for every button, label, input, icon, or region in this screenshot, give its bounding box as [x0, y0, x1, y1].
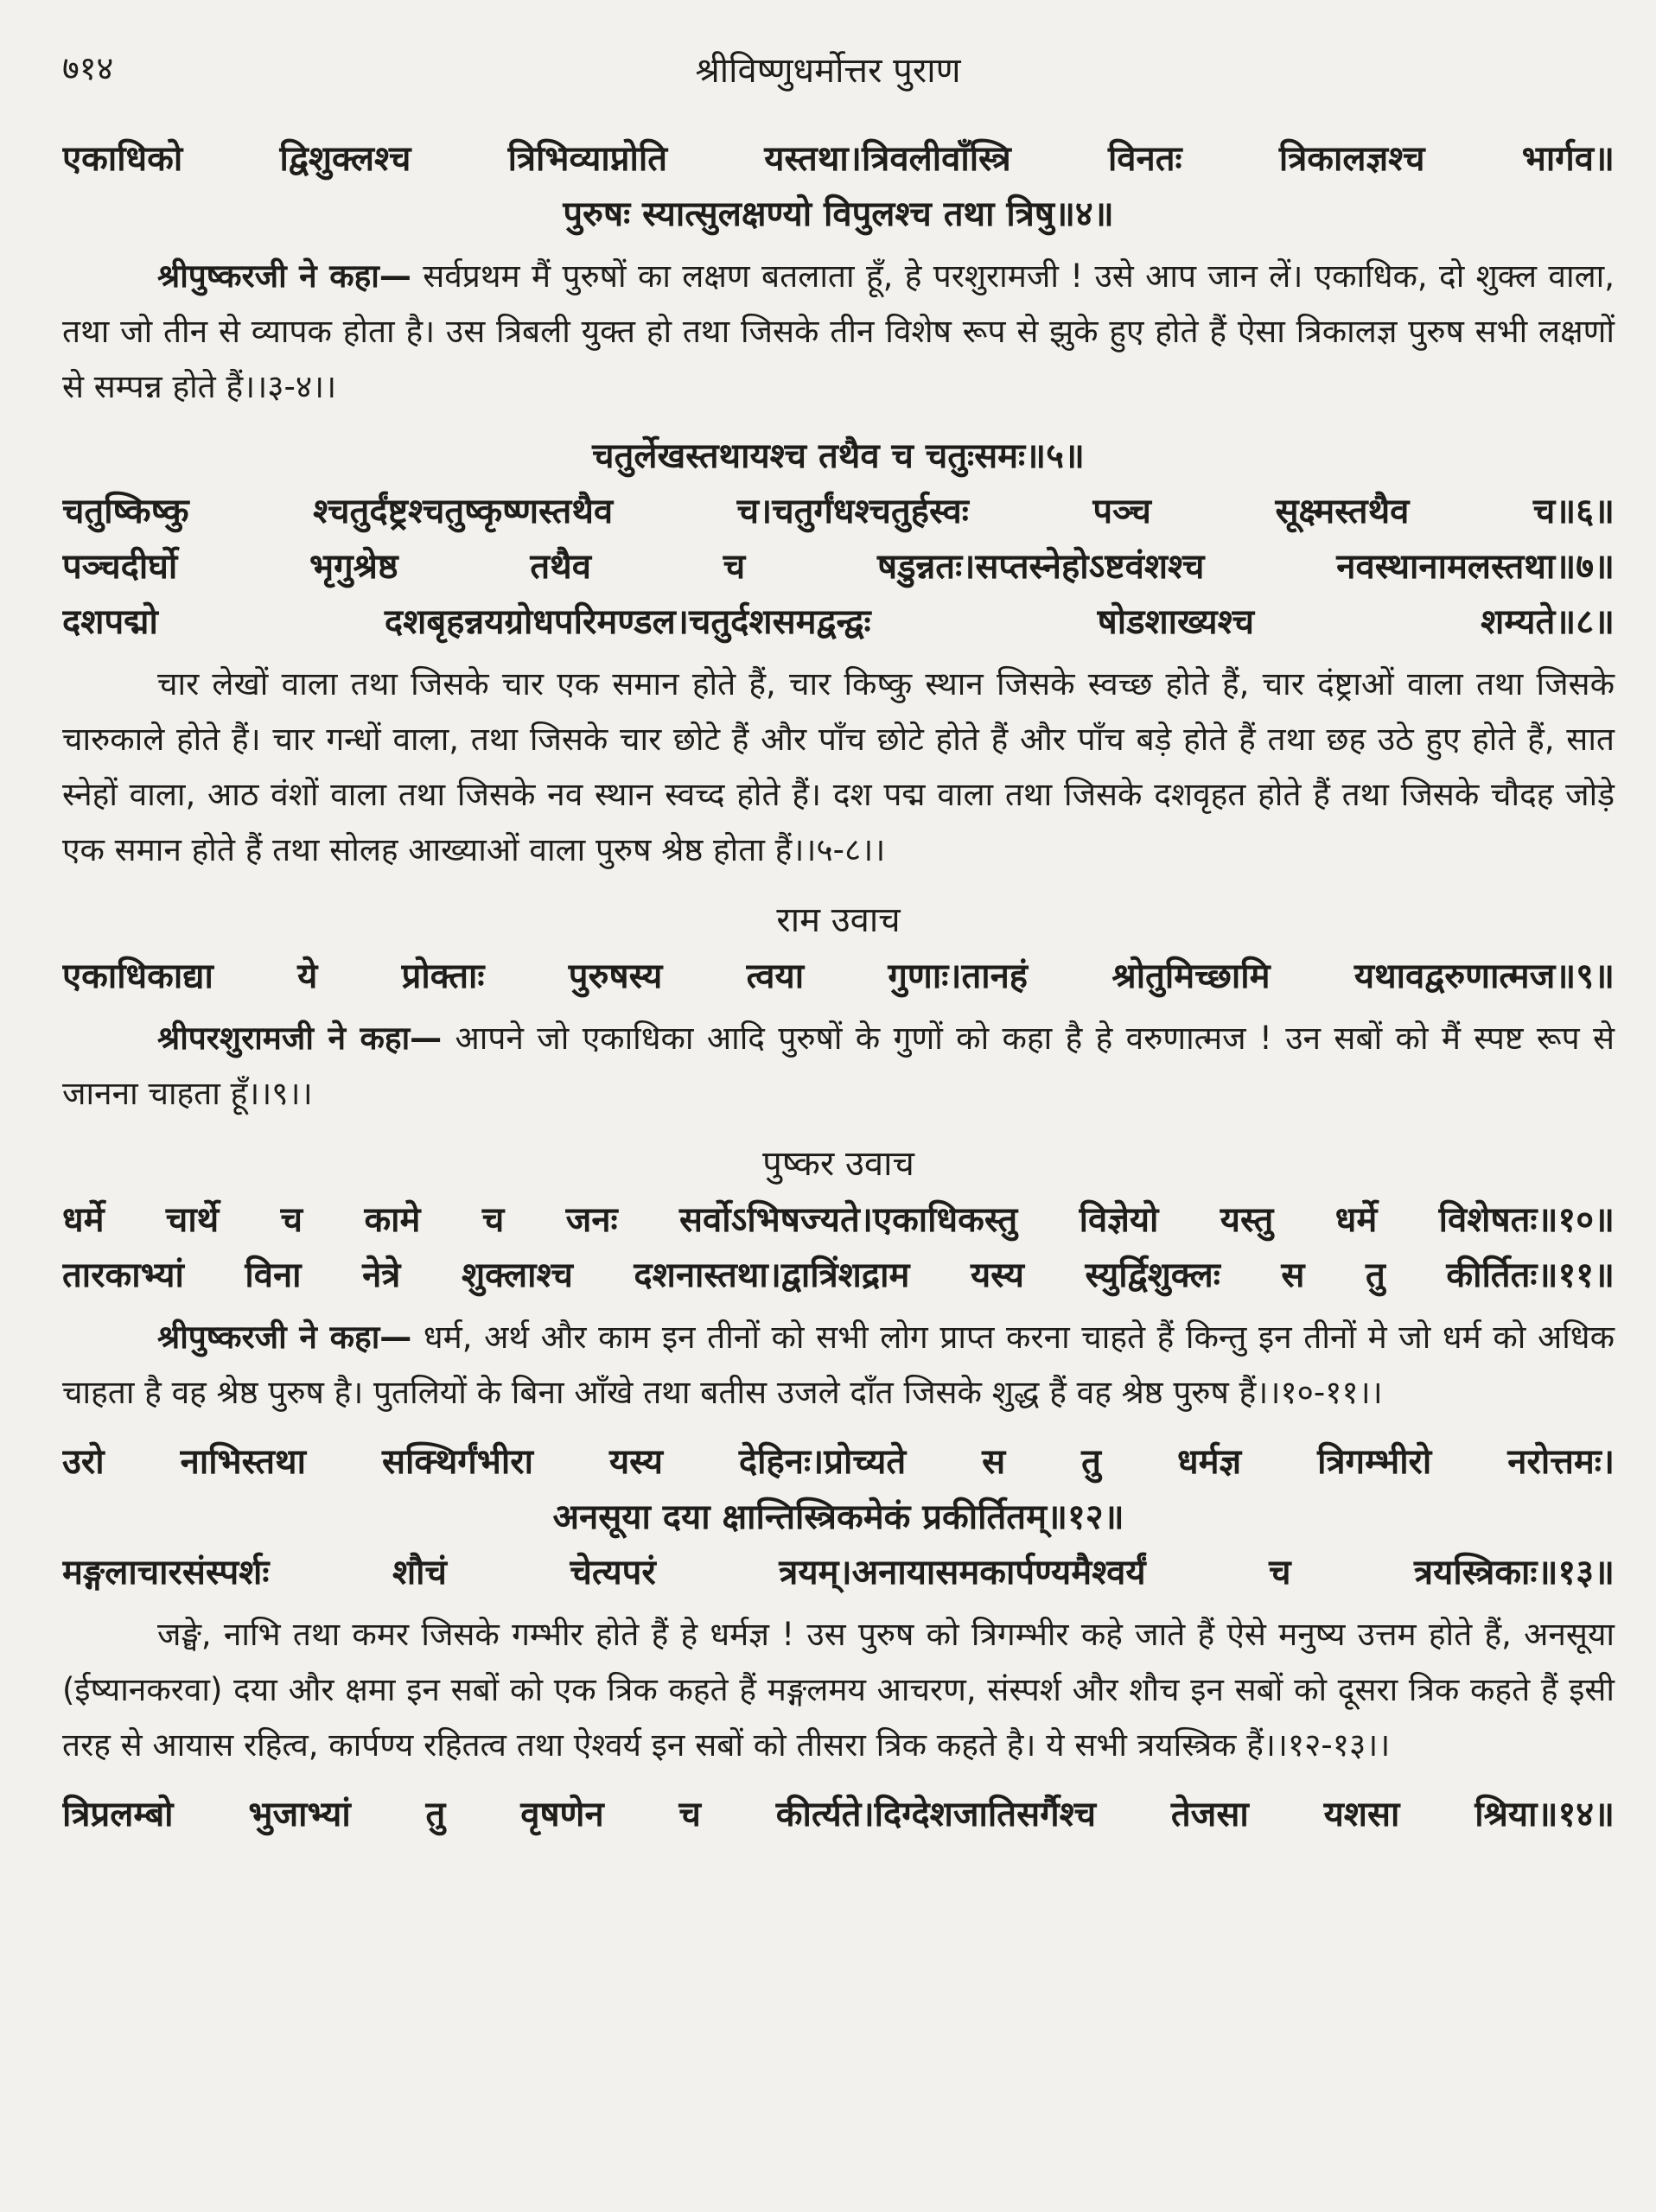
- verse-line: उरो नाभिस्तथा सक्थिर्गंभीरा यस्य देहिनः।प्रोच्यते स तु धर्मज्ञ त्रिगम्भीरो नरोत्तमः।: [62, 1442, 1615, 1482]
- translation-paragraph: [62, 1011, 1615, 1122]
- translation-text: आपने जो एकाधिका आदि पुरुषों के गुणों को कहा है हे वरुणात्मज ! उन सबों को मैं स्पष्ट रूप से जानना चाहता हूँ।।९।।: [62, 1020, 1615, 1112]
- speaker-heading: पुष्कर उवाच: [762, 1144, 914, 1184]
- verse-line: चतुर्लेखस्तथायश्च तथैव च चतुःसमः॥५॥: [592, 436, 1085, 476]
- verse-line: पञ्चदीर्घो भृगुश्रेष्ठ तथैव च षडुन्नतः।सप्तस्नेहोऽष्टवंशश्च नवस्थानामलस्तथा॥७॥: [62, 547, 1615, 587]
- translation-paragraph: [62, 1607, 1615, 1773]
- translation-text: सर्वप्रथम मैं पुरुषों का लक्षण बतलाता हूँ, हे परशुरामजी ! उसे आप जान लें। एकाधिक, दो शुक्ल वाला, तथा जो तीन से व्यापक होता है। उस त्रिबली युक्त हो तथा जिसके तीन विशेष रूप से झुके हुए होते हैं ऐसा त्रिकालज्ञ पुरुष सभी लक्षणों से सम्पन्न होते हैं।।३-४।।: [62, 257, 1615, 405]
- translation-speaker: श्रीपरशुरामजी ने कहा—: [157, 1020, 443, 1057]
- running-title: श्रीविष्णुधर्मोत्तर पुराण: [695, 51, 961, 91]
- translation-paragraph: [62, 249, 1615, 415]
- verse-line: त्रिप्रलम्बो भुजाभ्यां तु वृषणेन च कीर्त्यते।दिग्देशजातिसर्गैश्च तेजसा यशसा श्रिया॥१४॥: [62, 1795, 1615, 1834]
- translation-text: धर्म, अर्थ और काम इन तीनों को सभी लोग प्राप्त करना चाहते हैं किन्तु इन तीनों मे जो धर्म को अधिक चाहता है वह श्रेष्ठ पुरुष है। पुतलियों के बिना आँखे तथा बतीस उजले दाँत जिसके शुद्ध हैं वह श्रेष्ठ पुरुष हैं।।१०-११।।: [62, 1319, 1615, 1411]
- translation-speaker: श्रीपुष्करजी ने कहा—: [157, 257, 411, 295]
- verse-line: चतुष्किष्कु श्चतुर्दंष्ट्रश्चतुष्कृष्णस्तथैव च।चतुर्गंधश्चतुर्हस्वः पञ्च सूक्ष्मस्तथैव च॥६॥: [62, 492, 1615, 531]
- translation-paragraph: [62, 657, 1615, 878]
- translation-speaker: श्रीपुष्करजी ने कहा—: [157, 1319, 412, 1356]
- page-number: ७१४: [62, 49, 114, 87]
- verse-line: धर्मे चार्थे च कामे च जनः सर्वोऽभिषज्यते।एकाधिकस्तु विज्ञेयो यस्तु धर्मे विशेषतः॥१०॥: [62, 1200, 1615, 1240]
- verse-line: अनसूया दया क्षान्तिस्त्रिकमेकं प्रकीर्तितम्॥१२॥: [552, 1497, 1124, 1537]
- translation-paragraph: [62, 1310, 1615, 1421]
- verse-line: मङ्गलाचारसंस्पर्शः शौचं चेत्यपरं त्रयम्।अनायासमकार्पण्यमैश्वर्यं च त्रयस्त्रिकाः॥१३॥: [62, 1553, 1615, 1592]
- verse-line: एकाधिकाद्या ये प्रोक्ताः पुरुषस्य त्वया गुणाः।तानहं श्रोतुमिच्छामि यथावद्वरुणात्मज॥९॥: [62, 957, 1615, 996]
- verse-line: पुरुषः स्यात्सुलक्षण्यो विपुलश्च तथा त्रिषु॥४॥: [563, 194, 1114, 234]
- translation-text: चार लेखों वाला तथा जिसके चार एक समान होते हैं, चार किष्कु स्थान जिसके स्वच्छ होते हैं, चार दंष्ट्राओं वाला तथा जिसके चारुकाले होते हैं। चार गन्धों वाला, तथा जिसके चार छोटे हैं और पाँच छोटे होते हैं और पाँच बड़े होते हैं तथा छह उठे हुए होते हैं, सात स्नेहों वाला, आठ वंशों वाला तथा जिसके नव स्थान स्वच्द होते हैं। दश पद्म वाला तथा जिसके दशवृहत होते हैं तथा जिसके चौदह जोड़े एक समान होते हैं तथा सोलह आख्याओं वाला पुरुष श्रेष्ठ होता हैं।।५-८।।: [62, 665, 1615, 868]
- speaker-heading: राम उवाच: [776, 900, 901, 940]
- page-content: [62, 130, 1615, 1844]
- page-header: [62, 45, 1594, 97]
- translation-text: जङ्घे, नाभि तथा कमर जिसके गम्भीर होते हैं हे धर्मज्ञ ! उस पुरुष को त्रिगम्भीर कहे जाते हैं ऐसे मनुष्य उत्तम होते हैं, अनसूया (ईष्यानकरवा) दया और क्षमा इन सबों को एक त्रिक कहते हैं मङ्गलमय आचरण, संस्पर्श और शौच इन सबों को दूसरा त्रिक कहते हैं इसी तरह से आयास रहित्व, कार्पण्य रहितत्व तथा ऐश्वर्य इन सबों को तीसरा त्रिक कहते है। ये सभी त्रयस्त्रिक हैं।।१२-१३।।: [62, 1616, 1615, 1764]
- verse-line: एकाधिको द्विशुक्लश्च त्रिभिव्याप्नोति यस्तथा।त्रिवलीवाँस्त्रि विनतः त्रिकालज्ञश्च भार्गव॥: [62, 139, 1615, 179]
- verse-line: तारकाभ्यां विना नेत्रे शुक्लाश्च दशनास्तथा।द्वात्रिंशद्राम यस्य स्युर्द्विशुक्लः स तु कीर्तितः॥११॥: [62, 1255, 1615, 1295]
- verse-line: दशपद्मो दशबृहन्नयग्रोधपरिमण्डल।चतुर्दशसमद्वन्द्वः षोडशाख्यश्च शम्यते॥८॥: [62, 602, 1615, 642]
